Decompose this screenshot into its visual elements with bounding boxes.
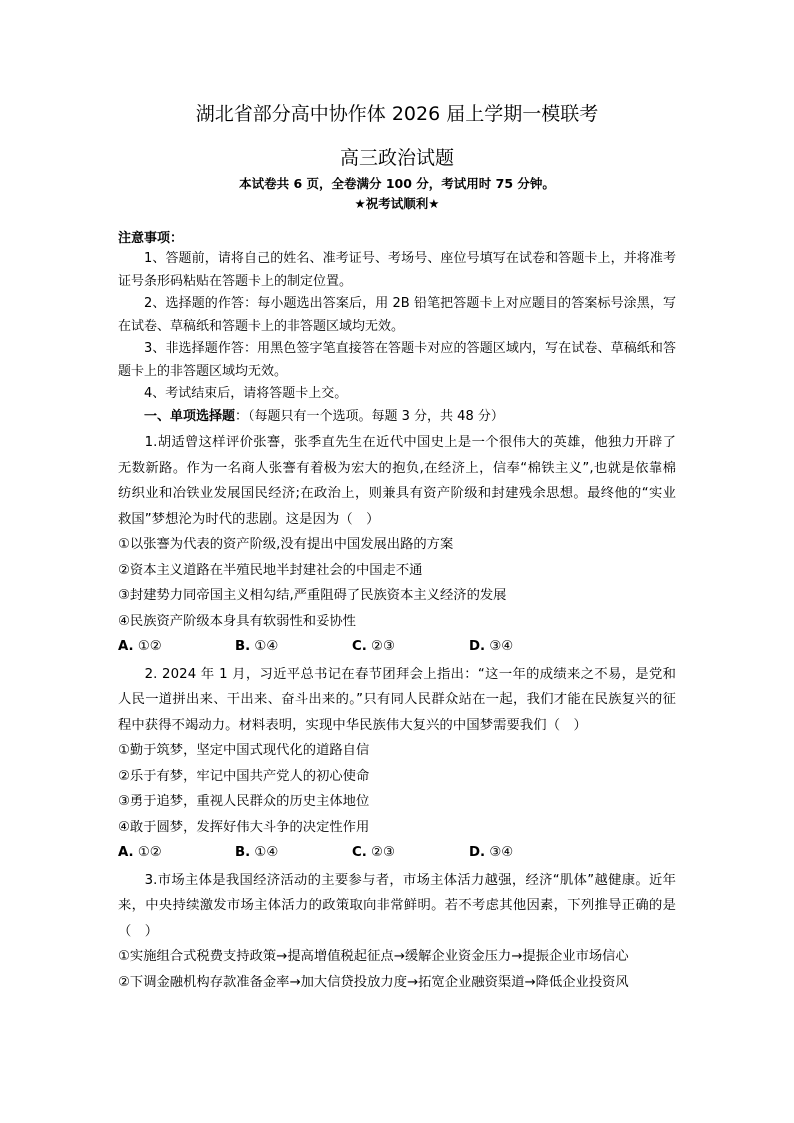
section-label: 一、单项选择题 xyxy=(144,408,236,424)
exam-info: 本试卷共 6 页，全卷满分 100 分，考试用时 75 分钟。 xyxy=(239,176,555,191)
choice-a: A. ①② xyxy=(118,639,162,654)
statement-option: ②资本主义道路在半殖民地半封建社会的中国走不通 xyxy=(118,562,423,578)
note-item: 4、考试结束后，请将答题卡上交。 xyxy=(144,386,348,401)
statement-option: ①勤于筑梦，坚定中国式现代化的道路自信 xyxy=(118,743,370,758)
notes-heading: 注意事项： xyxy=(118,231,184,246)
choice-d: D. ③④ xyxy=(469,639,514,654)
choice-b: B. ①④ xyxy=(235,845,279,860)
note-item: 1、答题前，请将自己的姓名、准考证号、考场号、座位号填写在试卷和答题卡上，并将准考证号条形码粘贴在答题卡上的制定位置。 xyxy=(118,251,676,289)
answer-choices xyxy=(118,634,676,660)
statement-option: ①以张謇为代表的资产阶级,没有提出中国发展出路的方案 xyxy=(118,537,454,552)
note-item: 3、非选择题作答：用黑色签字笔直接答在答题卡对应的答题区域内，写在试卷、草稿纸和答题卡上的非答题区域均无效。 xyxy=(118,341,676,379)
section-heading xyxy=(118,406,676,429)
question-1 xyxy=(118,430,676,660)
choice-c: C. ②③ xyxy=(352,639,395,654)
statement-option: ④民族资产阶级本身具有软弱性和妥协性 xyxy=(118,613,356,629)
good-luck-line: ★祝考试顺利★ xyxy=(354,196,440,211)
choice-a: A. ①② xyxy=(118,845,162,860)
statement-option: ②乐于有梦，牢记中国共产党人的初心使命 xyxy=(118,768,370,784)
question-stem: 3.市场主体是我国经济活动的主要参与者，市场主体活力越强，经济“肌体”越健康。近年来，中央持续激发市场主体活力的政策取向非常鲜明。若不考虑其他因素，下列推导正确的是（ ） xyxy=(118,872,676,939)
statement-option: ④敢于圆梦，发挥好伟大斗争的决定性作用 xyxy=(118,819,370,835)
exam-title: 湖北省部分高中协作体 2026 届上学期一模联考 xyxy=(195,103,599,125)
statement-option: ②下调金融机构存款准备金率→加大信贷投放力度→拓宽企业融资渠道→降低企业投资风 xyxy=(118,974,629,990)
choice-d: D. ③④ xyxy=(469,845,514,860)
question-stem: 1.胡适曾这样评价张謇，张季直先生在近代中国史上是一个很伟大的英雄，他独力开辟了无数新路。作为一名商人张謇有着极为宏大的抱负,在经济上，信奉“棉铁主义”,也就是依靠棉纺织业和冶铁业发展国民经济;在政治上，则兼具有资产阶级和封建残余思想。最终他的“实业救国”梦想沦为时代的悲剧。这是因为（ ） xyxy=(118,435,676,527)
question-3 xyxy=(118,868,676,996)
statement-option: ③勇于追梦，重视人民群众的历史主体地位 xyxy=(118,794,370,809)
question-2 xyxy=(118,662,676,866)
exam-subtitle: 高三政治试题 xyxy=(339,147,454,169)
question-stem: 2. 2024 年 1 月，习近平总书记在春节团拜会上指出：“这一年的成绩来之不易，是党和人民一道拼出来、干出来、奋斗出来的。”只有同人民群众站在一起，我们才能在民族复兴的征程中获得不竭动力。材料表明，实现中华民族伟大复兴的中国梦需要我们（ ） xyxy=(118,666,676,733)
statement-option: ①实施组合式税费支持政策→提高增值税起征点→缓解企业资金压力→提振企业市场信心 xyxy=(118,949,629,964)
note-item: 2、选择题的作答：每小题选出答案后，用 2B 铅笔把答题卡上对应题目的答案标号涂黑，写在试卷、草稿纸和答题卡上的非答题区域均无效。 xyxy=(118,296,676,334)
section-desc: ：（每题只有一个选项。每题 3 分，共 48 分） xyxy=(235,408,504,424)
choice-b: B. ①④ xyxy=(235,639,279,654)
answer-choices xyxy=(118,840,676,866)
choice-c: C. ②③ xyxy=(352,845,395,860)
statement-option: ③封建势力同帝国主义相勾结,严重阻碍了民族资本主义经济的发展 xyxy=(118,588,507,603)
